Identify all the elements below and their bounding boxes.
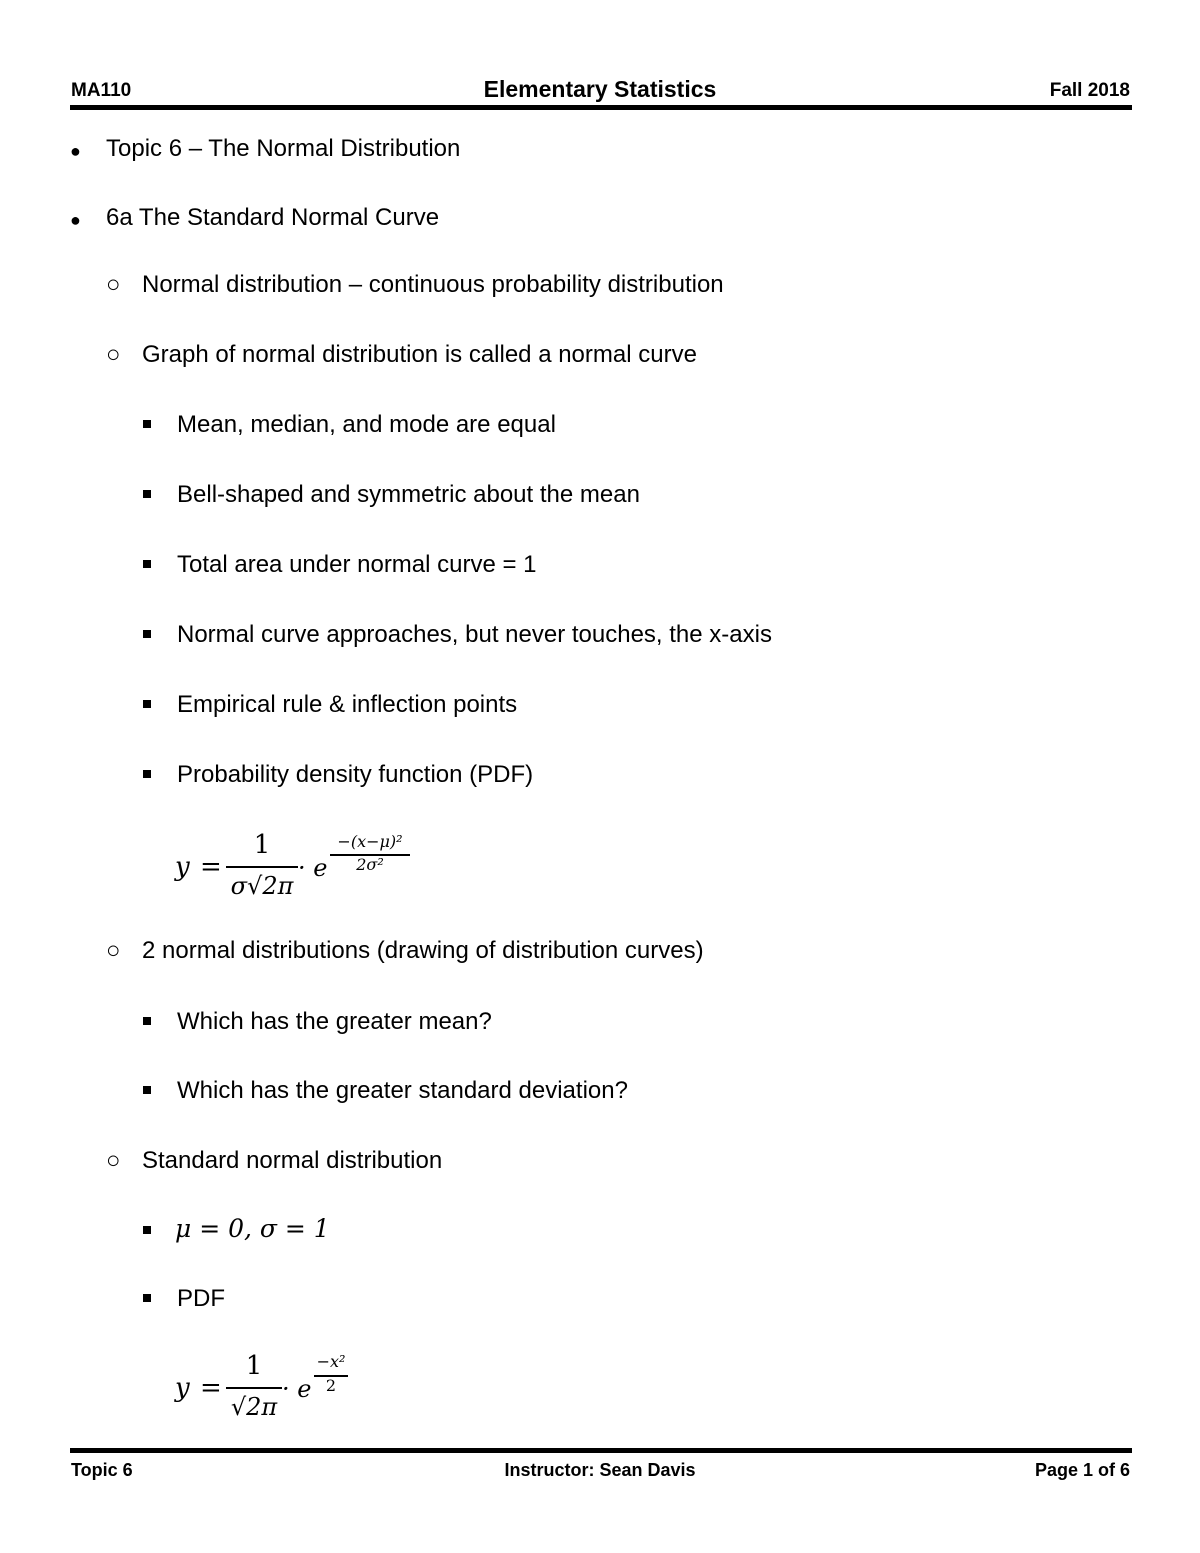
circle-bullet-icon: ○	[106, 271, 121, 298]
list-item: Empirical rule & inflection points	[177, 691, 518, 718]
list-item: Which has the greater mean?	[177, 1008, 492, 1035]
exponent-numerator: −(x−μ)²	[337, 832, 403, 851]
exponent-denominator: 2	[325, 1376, 337, 1395]
exponent-denominator: 2σ²	[356, 855, 384, 874]
list-item: Bell-shaped and symmetric about the mean	[177, 481, 640, 508]
fraction-bar	[226, 1387, 282, 1389]
course-code: MA110	[71, 80, 132, 101]
square-bullet-icon	[143, 700, 151, 708]
formula-equals: =	[200, 852, 222, 882]
page-number: Page 1 of 6	[1034, 1460, 1130, 1480]
list-item: Graph of normal distribution is called a normal curve	[142, 341, 697, 368]
header-rule	[70, 105, 1132, 110]
formula-numerator: 1	[253, 830, 271, 860]
formula-y: y	[175, 1373, 190, 1403]
bullet-icon: ●	[70, 210, 81, 230]
formula-exp-base: · e	[282, 1375, 312, 1403]
footer-rule	[70, 1448, 1132, 1453]
circle-bullet-icon: ○	[106, 937, 121, 964]
list-item: Mean, median, and mode are equal	[177, 411, 556, 438]
square-bullet-icon	[143, 1294, 151, 1302]
section-heading: 6a The Standard Normal Curve	[106, 204, 440, 231]
formula-equals: =	[200, 1373, 222, 1403]
exponent-numerator: −x²	[316, 1352, 346, 1371]
circle-bullet-icon: ○	[106, 1147, 121, 1174]
list-item: 2 normal distributions (drawing of distribution curves)	[142, 937, 704, 964]
square-bullet-icon	[143, 1226, 151, 1234]
footer-instructor: Instructor: Sean Davis	[504, 1460, 696, 1480]
page-title: Elementary Statistics	[483, 76, 717, 102]
list-item: Normal distribution – continuous probability distribution	[142, 271, 724, 298]
bullet-icon: ●	[70, 141, 81, 161]
list-item: Which has the greater standard deviation?	[177, 1077, 628, 1104]
square-bullet-icon	[143, 560, 151, 568]
mu-sigma-values: μ = 0, σ = 1	[175, 1214, 330, 1243]
circle-bullet-icon: ○	[106, 341, 121, 368]
formula-denominator: √2π	[230, 1393, 278, 1421]
square-bullet-icon	[143, 420, 151, 428]
square-bullet-icon	[143, 1017, 151, 1025]
list-item: Normal curve approaches, but never touches, the x-axis	[177, 621, 772, 648]
formula-denominator: σ√2π	[230, 872, 294, 900]
fraction-bar	[226, 866, 298, 868]
footer-topic: Topic 6	[71, 1460, 133, 1480]
list-item: Standard normal distribution	[142, 1147, 443, 1174]
formula-exp-base: · e	[298, 854, 328, 882]
formula-y: y	[175, 852, 190, 882]
square-bullet-icon	[143, 770, 151, 778]
term: Fall 2018	[1049, 80, 1130, 101]
topic-heading: Topic 6 – The Normal Distribution	[106, 135, 461, 162]
formula-numerator: 1	[245, 1351, 263, 1381]
list-item: PDF	[177, 1285, 225, 1312]
square-bullet-icon	[143, 490, 151, 498]
list-item: Total area under normal curve = 1	[177, 551, 537, 578]
square-bullet-icon	[143, 630, 151, 638]
square-bullet-icon	[143, 1086, 151, 1094]
list-item: Probability density function (PDF)	[177, 761, 534, 788]
